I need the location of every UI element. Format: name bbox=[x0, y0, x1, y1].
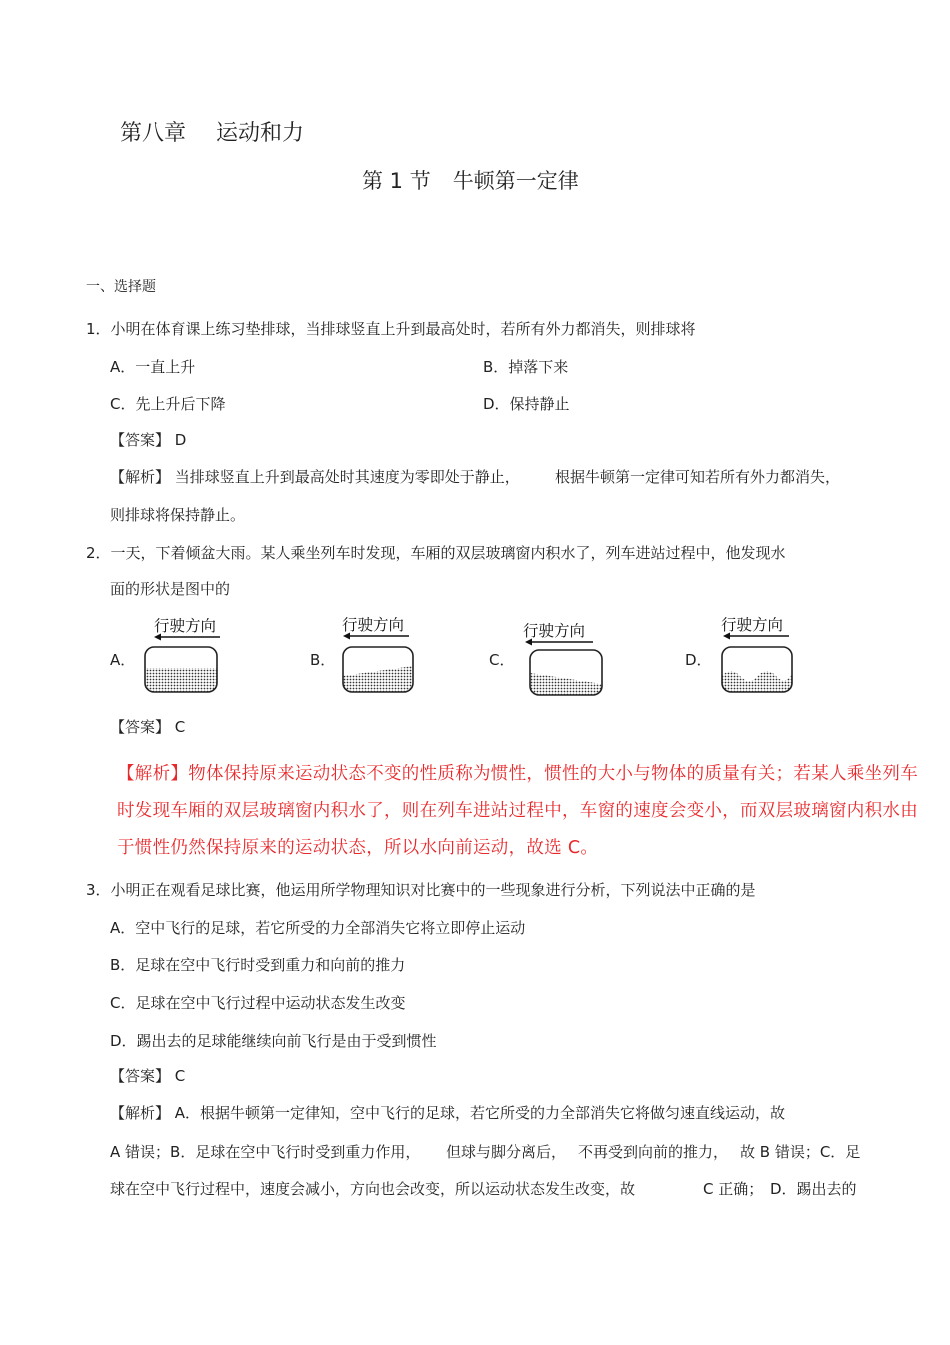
q2-stem-line1: 2．一天，下着倾盆大雨。某人乘坐列车时发现，车厢的双层玻璃窗内积水了，列车进站过程中，他发现水 bbox=[86, 544, 786, 562]
figure-d-caption: 行驶方向 bbox=[721, 616, 784, 634]
q1-option-d: D．保持静止 bbox=[483, 395, 570, 413]
q1-analysis-part3: 则排球将保持静止。 bbox=[110, 506, 246, 524]
q2-stem-line2: 面的形状是图中的 bbox=[110, 580, 231, 598]
q3-option-d: D．踢出去的足球能继续向前飞行是由于受到惯性 bbox=[110, 1032, 437, 1050]
figure-b-water bbox=[343, 666, 413, 692]
q1-stem: 1．小明在体育课上练习垫排球，当排球竖直上升到最高处时，若所有外力都消失，则排球将 bbox=[86, 320, 696, 338]
figure-c-window bbox=[521, 618, 606, 702]
section-heading bbox=[362, 165, 579, 195]
q1-option-b: B．掉落下来 bbox=[483, 358, 569, 376]
figure-d-window bbox=[715, 612, 800, 696]
q3-analysis-line2-part1: A 错误；B．足球在空中飞行时受到重力作用， bbox=[110, 1143, 421, 1161]
section-title: 牛顿第一定律 bbox=[452, 169, 579, 193]
figure-c-water bbox=[530, 673, 602, 695]
section-number: 第 1 节 bbox=[362, 169, 431, 193]
q3-analysis-line3-part2: C 正确； bbox=[703, 1180, 764, 1198]
q2-analysis-line3: 于惯性仍然保持原来的运动状态，所以水向前运动，故选 C。 bbox=[117, 838, 599, 858]
figure-a-water bbox=[145, 668, 217, 692]
q1-analysis-part2: 根据牛顿第一定律可知若所有外力都消失， bbox=[555, 468, 841, 486]
part-heading: 一、选择题 bbox=[86, 279, 156, 295]
figure-a-window bbox=[140, 612, 225, 696]
q3-analysis-line2-part3: 不再受到向前的推力， bbox=[578, 1143, 729, 1161]
q3-stem: 3．小明正在观看足球比赛，他运用所学物理知识对比赛中的一些现象进行分析，下列说法中正确的是 bbox=[86, 881, 756, 899]
q2-answer: 【答案】 C bbox=[110, 718, 186, 736]
q3-analysis-line3-part1: 球在空中飞行过程中，速度会减小，方向也会改变，所以运动状态发生改变，故 bbox=[110, 1180, 636, 1198]
figure-c-caption: 行驶方向 bbox=[523, 622, 586, 640]
figure-a-caption: 行驶方向 bbox=[154, 617, 217, 635]
figure-b-letter: B． bbox=[310, 651, 336, 669]
figure-c-letter: C． bbox=[489, 651, 515, 669]
chapter-title: 运动和力 bbox=[216, 121, 305, 146]
q3-option-b: B．足球在空中飞行时受到重力和向前的推力 bbox=[110, 956, 406, 974]
q3-option-c: C．足球在空中飞行过程中运动状态发生改变 bbox=[110, 994, 406, 1012]
q1-option-a: A．一直上升 bbox=[110, 358, 196, 376]
figure-b-caption: 行驶方向 bbox=[342, 616, 405, 634]
q2-analysis-line2: 时发现车厢的双层玻璃窗内积水了，则在列车进站过程中，车窗的速度会变小，而双层玻璃窗内积水由 bbox=[117, 801, 918, 821]
q3-analysis-line2-part4: 故 B 错误；C．足 bbox=[740, 1143, 861, 1161]
q3-option-a: A．空中飞行的足球，若它所受的力全部消失它将立即停止运动 bbox=[110, 919, 526, 937]
chapter-heading bbox=[120, 116, 304, 147]
figure-b-window bbox=[337, 612, 422, 696]
q1-option-c: C．先上升后下降 bbox=[110, 395, 226, 413]
q3-analysis-line2-part2: 但球与脚分离后， bbox=[446, 1143, 567, 1161]
q1-answer: 【答案】 D bbox=[110, 431, 187, 449]
figure-d-letter: D． bbox=[685, 651, 712, 669]
chapter-number: 第八章 bbox=[120, 121, 187, 146]
q3-analysis-line3-part3: D．踢出去的 bbox=[770, 1180, 857, 1198]
figure-d-water bbox=[722, 671, 792, 692]
q3-analysis-line1: 【解析】 A．根据牛顿第一定律知，空中飞行的足球，若它所受的力全部消失它将做匀速直线运动，故 bbox=[110, 1104, 786, 1122]
q3-answer: 【答案】 C bbox=[110, 1067, 186, 1085]
q1-analysis-part1: 【解析】 当排球竖直上升到最高处时其速度为零即处于静止， bbox=[110, 468, 520, 486]
figure-a-letter: A． bbox=[110, 651, 136, 669]
q2-analysis-line1: 【解析】物体保持原来运动状态不变的性质称为惯性，惯性的大小与物体的质量有关；若某人乘坐列车 bbox=[117, 764, 918, 784]
